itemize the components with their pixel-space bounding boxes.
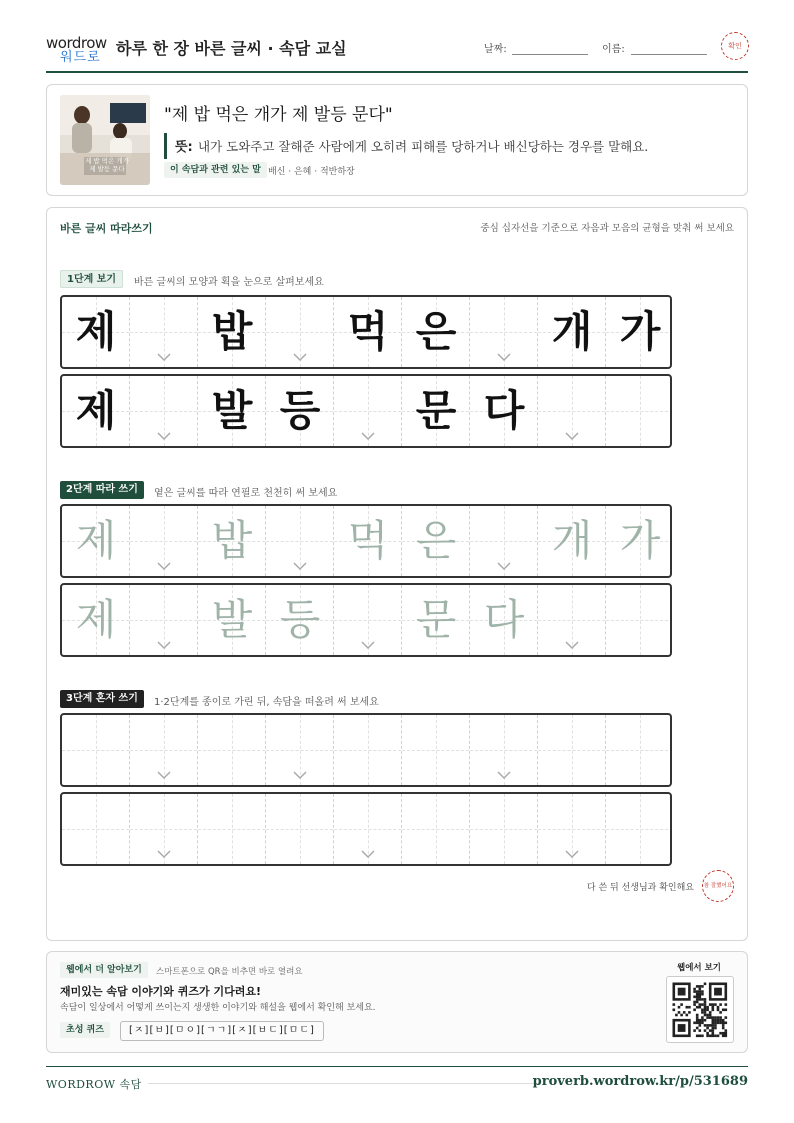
writing-glyph: 등 <box>279 386 321 435</box>
step2-description: 옅은 글씨를 따라 연필로 천천히 써 보세요 <box>154 488 338 499</box>
writing-glyph: 다 <box>483 595 525 644</box>
writing-glyph: 다 <box>483 386 525 435</box>
step3-description: 1·2단계를 종이로 가린 뒤, 속담을 떠올려 써 보세요 <box>154 697 379 708</box>
initial-consonant-quiz: [ㅈ][ㅂ][ㅁㅇ][ㄱㄱ][ㅈ][ㅂㄷ][ㅁㄷ] <box>120 1021 324 1041</box>
writing-cell[interactable] <box>470 794 538 864</box>
writing-glyph: 은 <box>415 516 457 565</box>
related-words-chip: 이 속담과 관련 있는 말 <box>164 162 267 178</box>
step3-row1[interactable] <box>60 713 672 787</box>
space-mark-icon <box>565 431 579 441</box>
step3-row2[interactable] <box>60 792 672 866</box>
quiz-label: 초성 퀴즈 <box>60 1022 110 1038</box>
writing-glyph: 은 <box>415 307 457 356</box>
footer-url[interactable]: proverb.wordrow.kr/p/531689 <box>532 1074 748 1089</box>
space-mark-icon <box>497 770 511 780</box>
writing-cell[interactable] <box>62 794 130 864</box>
writing-cell <box>334 297 402 367</box>
teacher-stamp: 참 잘했어요 <box>702 870 734 902</box>
writing-cell[interactable] <box>606 715 672 785</box>
writing-glyph: 밥 <box>211 516 253 565</box>
space-mark-icon <box>361 431 375 441</box>
web-description: 속담이 일상에서 어떻게 쓰이는지 생생한 이야기와 해설을 웹에서 확인해 보세요. <box>60 1003 376 1013</box>
check-stamp: 확인 <box>721 32 749 60</box>
writing-cell[interactable] <box>198 585 266 655</box>
writing-cell <box>606 297 672 367</box>
writing-cell[interactable] <box>538 506 606 576</box>
footer-divider <box>46 1066 748 1067</box>
writing-cell[interactable] <box>198 794 266 864</box>
writing-cell[interactable] <box>606 506 672 576</box>
writing-glyph: 발 <box>211 386 253 435</box>
space-mark-icon <box>157 352 171 362</box>
writing-glyph: 가 <box>619 516 661 565</box>
writing-cell <box>62 297 130 367</box>
writing-glyph: 밥 <box>211 307 253 356</box>
space-mark-icon <box>497 561 511 571</box>
writing-cell[interactable] <box>538 715 606 785</box>
web-subtext: 스마트폰으로 QR을 비추면 바로 열려요 <box>156 967 303 977</box>
step2-chip: 2단계 따라 쓰기 <box>60 481 144 499</box>
header-divider <box>46 71 748 73</box>
writing-cell[interactable] <box>198 506 266 576</box>
writing-glyph: 제 <box>75 307 117 356</box>
writing-glyph: 개 <box>551 307 593 356</box>
writing-cell[interactable] <box>470 585 538 655</box>
writing-cell[interactable] <box>62 715 130 785</box>
practice-title: 바른 글씨 따라쓰기 <box>60 222 153 235</box>
writing-cell[interactable] <box>266 794 334 864</box>
writing-cell[interactable] <box>402 715 470 785</box>
thumbnail-caption: 제 밥 먹은 개가 제 발등 문다 <box>85 157 129 173</box>
writing-cell[interactable] <box>198 715 266 785</box>
wordrow-logo <box>46 34 108 65</box>
writing-cell <box>606 376 672 446</box>
step2-row1[interactable] <box>60 504 672 578</box>
space-mark-icon <box>565 640 579 650</box>
practice-hint: 중심 십자선을 기준으로 자음과 모음의 균형을 맞춰 써 보세요 <box>480 223 734 234</box>
writing-glyph: 제 <box>75 595 117 644</box>
step1-row1 <box>60 295 672 369</box>
name-label: 이름: <box>602 44 625 55</box>
writing-cell[interactable] <box>334 506 402 576</box>
writing-glyph: 가 <box>619 307 661 356</box>
space-mark-icon <box>361 640 375 650</box>
proverb-illustration <box>60 95 150 185</box>
footer-line <box>148 1083 538 1084</box>
writing-glyph: 제 <box>75 516 117 565</box>
proverb-title: "제 밥 먹은 개가 제 발등 문다" <box>164 105 393 125</box>
meaning-label: 뜻: <box>175 140 193 155</box>
step3-chip: 3단계 혼자 쓰기 <box>60 690 144 708</box>
writing-cell <box>198 297 266 367</box>
writing-glyph: 등 <box>279 595 321 644</box>
space-mark-icon <box>565 849 579 859</box>
page-title: 하루 한 장 바른 글씨 · 속담 교실 <box>116 39 347 58</box>
space-mark-icon <box>361 849 375 859</box>
space-mark-icon <box>293 770 307 780</box>
space-mark-icon <box>293 352 307 362</box>
writing-glyph: 개 <box>551 516 593 565</box>
writing-glyph: 먹 <box>347 307 389 356</box>
step1-row2 <box>60 374 672 448</box>
writing-cell <box>538 297 606 367</box>
step1-chip: 1단계 보기 <box>60 270 123 288</box>
writing-glyph: 문 <box>415 386 457 435</box>
writing-cell <box>402 297 470 367</box>
writing-cell <box>470 376 538 446</box>
writing-cell[interactable] <box>402 506 470 576</box>
step1-description: 바른 글씨의 모양과 획을 눈으로 살펴보세요 <box>134 277 324 288</box>
date-label: 날짜: <box>484 44 507 55</box>
space-mark-icon <box>157 561 171 571</box>
space-mark-icon <box>157 770 171 780</box>
writing-cell[interactable] <box>606 585 672 655</box>
qr-code[interactable] <box>666 976 734 1043</box>
writing-glyph: 먹 <box>347 516 389 565</box>
space-mark-icon <box>157 431 171 441</box>
qr-label: 웹에서 보기 <box>676 963 721 973</box>
step2-row2[interactable] <box>60 583 672 657</box>
meaning-accent-bar <box>164 133 167 159</box>
writing-cell <box>198 376 266 446</box>
web-more-chip: 웹에서 더 알아보기 <box>60 962 148 978</box>
writing-cell[interactable] <box>62 506 130 576</box>
related-words: 배신 · 은혜 · 적반하장 <box>268 167 355 177</box>
writing-cell <box>62 376 130 446</box>
date-field[interactable] <box>512 54 588 55</box>
name-field[interactable] <box>631 54 707 55</box>
writing-cell[interactable] <box>402 585 470 655</box>
space-mark-icon <box>293 561 307 571</box>
writing-cell <box>402 376 470 446</box>
writing-glyph: 문 <box>415 595 457 644</box>
footer-brand: WORDROW 속담 <box>46 1078 142 1091</box>
space-mark-icon <box>157 849 171 859</box>
logo-hangul: 워드로 <box>60 50 101 65</box>
space-mark-icon <box>157 640 171 650</box>
writing-cell[interactable] <box>402 794 470 864</box>
space-mark-icon <box>497 352 511 362</box>
writing-cell[interactable] <box>266 585 334 655</box>
web-headline: 재미있는 속담 이야기와 퀴즈가 기다려요! <box>60 985 261 998</box>
writing-glyph: 발 <box>211 595 253 644</box>
meaning-text: 내가 도와주고 잘해준 사람에게 오히려 피해를 당하거나 배신당하는 경우를 말해요. <box>198 139 649 154</box>
writing-cell[interactable] <box>606 794 672 864</box>
teacher-check-note: 다 쓴 뒤 선생님과 확인해요 <box>586 883 694 893</box>
qr-code-icon <box>667 977 733 1042</box>
writing-cell[interactable] <box>334 715 402 785</box>
writing-cell <box>266 376 334 446</box>
writing-cell[interactable] <box>62 585 130 655</box>
logo-wordmark: wordrow <box>46 34 107 52</box>
writing-glyph: 제 <box>75 386 117 435</box>
